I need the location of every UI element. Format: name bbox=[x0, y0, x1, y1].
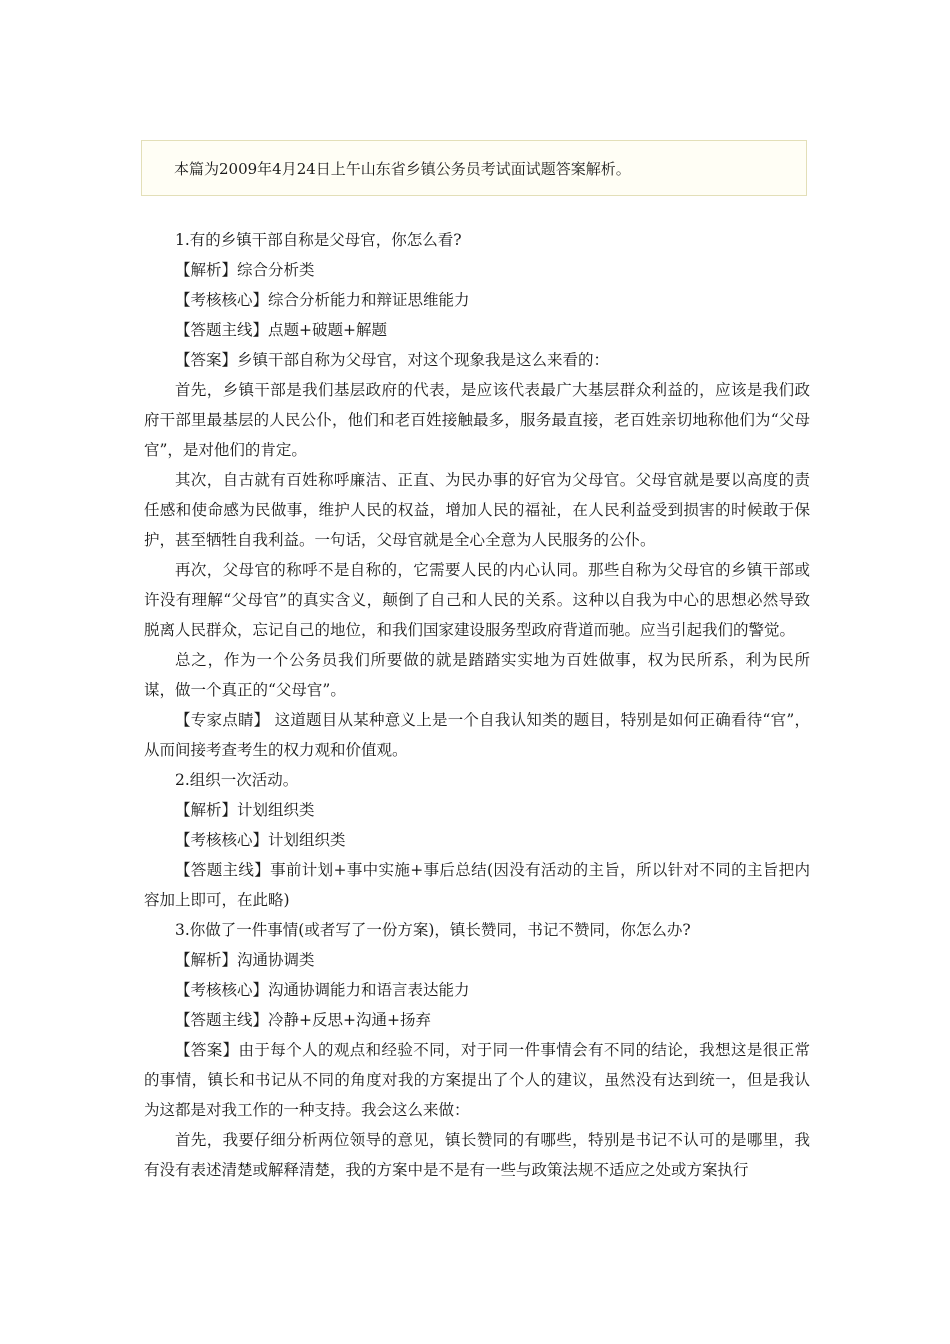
intro-box bbox=[141, 140, 807, 196]
q1-expert-comment: 【专家点睛】 这道题目从某种意义上是一个自我认知类的题目，特别是如何正确看待“官”，从而间接考查考生的权力观和价值观。 bbox=[144, 711, 810, 759]
question-2-heading: 2.组织一次活动。 bbox=[175, 771, 299, 789]
q3-mainline: 【答题主线】冷静+反思+沟通+扬弃 bbox=[175, 1011, 431, 1029]
question-3-heading: 3.你做了一件事情(或者写了一份方案)，镇长赞同，书记不赞同，你怎么办? bbox=[175, 921, 691, 939]
q1-answer-second: 其次，自古就有百姓称呼廉洁、正直、为民办事的好官为父母官。父母官就是要以高度的责任感和使命感为民做事，维护人民的权益，增加人民的福祉，在人民利益受到损害的时候敢于保护，甚至牺牲自我利益。一句话，父母官就是全心全意为人民服务的公仆。 bbox=[144, 471, 810, 549]
q1-analysis: 【解析】综合分析类 bbox=[175, 261, 315, 279]
q3-answer-first: 首先，我要仔细分析两位领导的意见，镇长赞同的有哪些，特别是书记不认可的是哪里，我有没有表述清楚或解释清楚，我的方案中是不是有一些与政策法规不适应之处或方案执行 bbox=[144, 1131, 810, 1179]
q3-analysis: 【解析】沟通协调类 bbox=[175, 951, 315, 969]
q2-mainline: 【答题主线】事前计划+事中实施+事后总结(因没有活动的主旨，所以针对不同的主旨把内容加上即可，在此略) bbox=[144, 861, 810, 909]
intro-text: 本篇为2009年4月24日上午山东省乡镇公务员考试面试题答案解析。 bbox=[174, 159, 631, 178]
q1-answer-first: 首先，乡镇干部是我们基层政府的代表，是应该代表最广大基层群众利益的，应该是我们政府干部里最基层的人民公仆，他们和老百姓接触最多，服务最直接，老百姓亲切地称他们为“父母官”，是对他们的肯定。 bbox=[144, 381, 810, 459]
q2-analysis: 【解析】计划组织类 bbox=[175, 801, 315, 819]
q1-answer-third: 再次，父母官的称呼不是自称的，它需要人民的内心认同。那些自称为父母官的乡镇干部或许没有理解“父母官”的真实含义，颠倒了自己和人民的关系。这种以自我为中心的思想必然导致脱离人民群众，忘记自己的地位，和我们国家建设服务型政府背道而驰。应当引起我们的警觉。 bbox=[144, 561, 810, 639]
q3-core: 【考核核心】沟通协调能力和语言表达能力 bbox=[175, 981, 470, 999]
q1-answer-summary: 总之，作为一个公务员我们所要做的就是踏踏实实地为百姓做事，权为民所系，利为民所谋，做一个真正的“父母官”。 bbox=[144, 651, 810, 699]
article-body bbox=[144, 225, 810, 1185]
q1-core: 【考核核心】综合分析能力和辩证思维能力 bbox=[175, 291, 470, 309]
q1-answer-intro: 【答案】乡镇干部自称为父母官，对这个现象我是这么来看的： bbox=[175, 351, 610, 369]
q2-core: 【考核核心】计划组织类 bbox=[175, 831, 346, 849]
q1-mainline: 【答题主线】点题+破题+解题 bbox=[175, 321, 387, 339]
question-1-heading: 1.有的乡镇干部自称是父母官，你怎么看? bbox=[175, 231, 462, 249]
q3-answer-intro: 【答案】由于每个人的观点和经验不同，对于同一件事情会有不同的结论，我想这是很正常的事情，镇长和书记从不同的角度对我的方案提出了个人的建议，虽然没有达到统一，但是我认为这都是对我工作的一种支持。我会这么来做： bbox=[144, 1041, 810, 1119]
